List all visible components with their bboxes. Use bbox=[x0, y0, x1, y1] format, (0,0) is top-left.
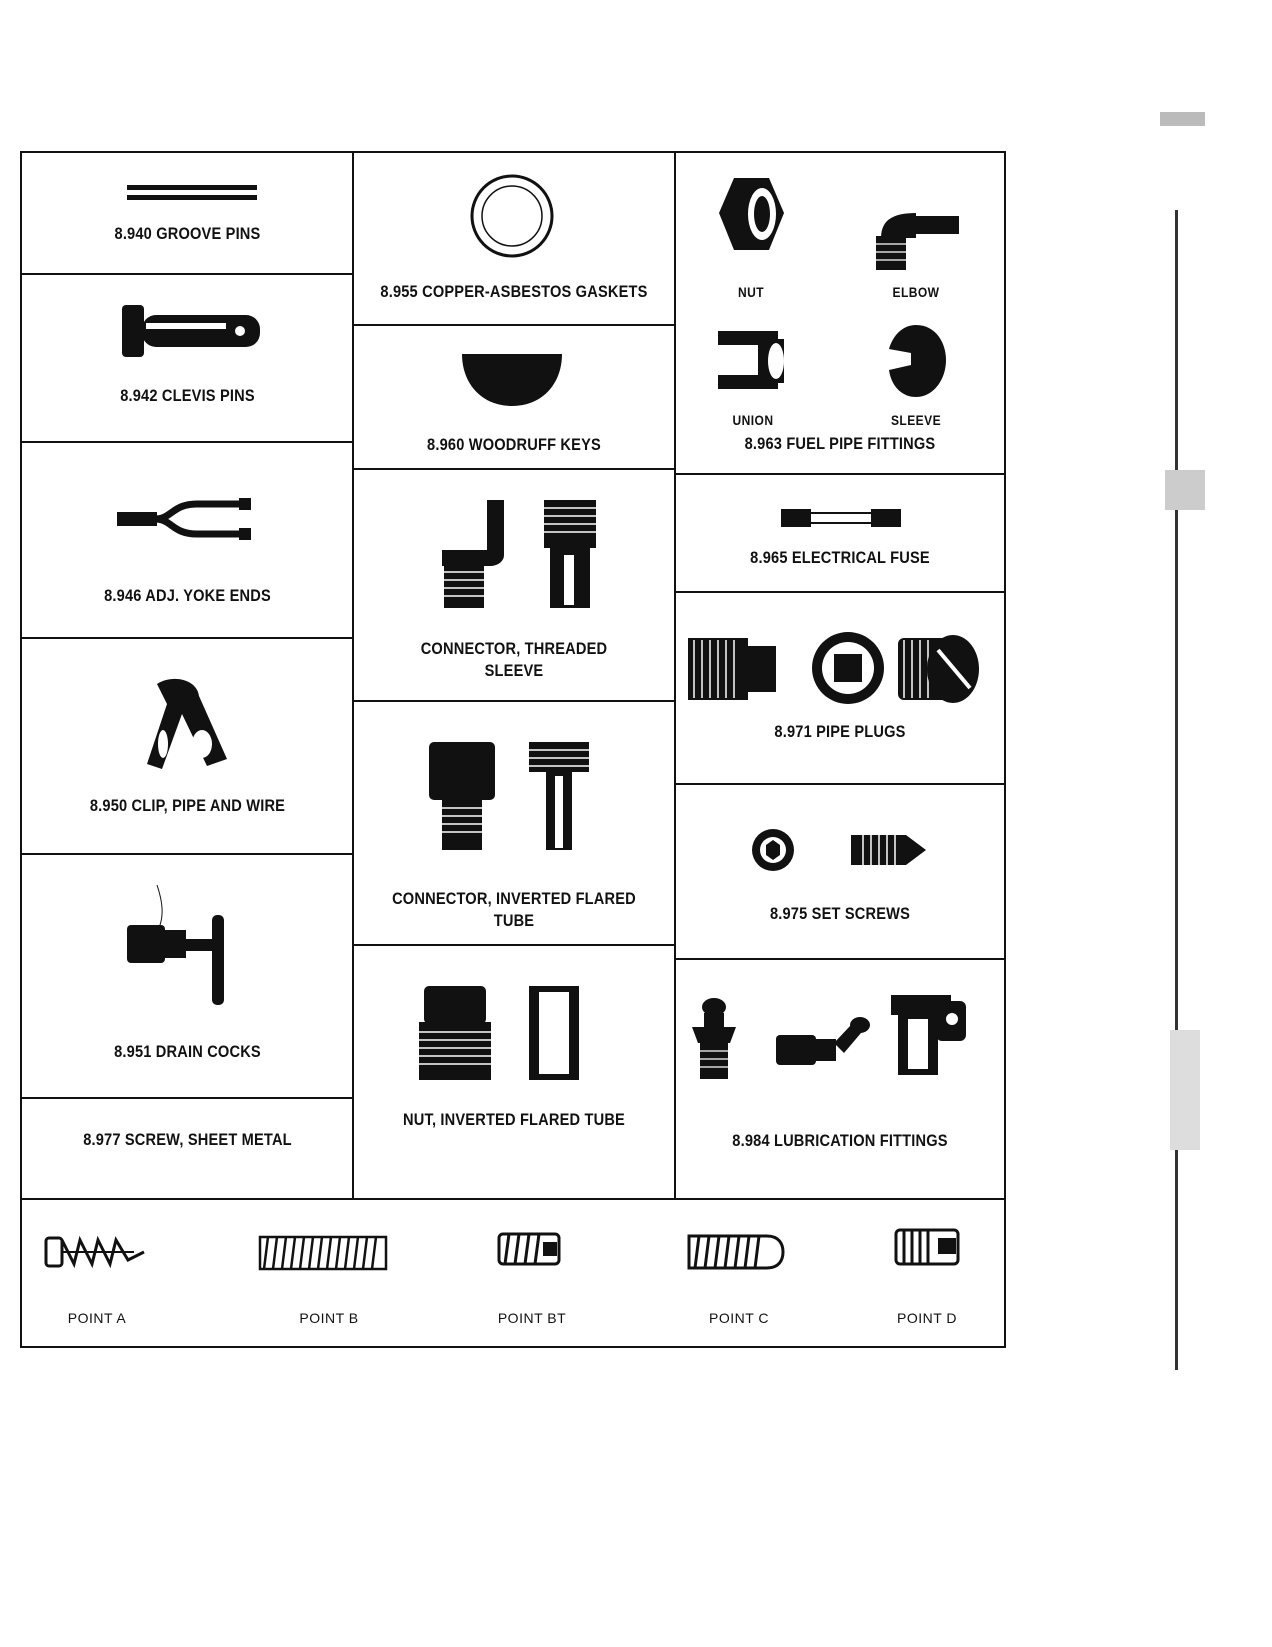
threaded-connector-icon bbox=[432, 500, 602, 610]
pipe-clip-icon bbox=[127, 674, 237, 774]
yoke-ends-label: 8.946 ADJ. YOKE ENDS bbox=[104, 586, 271, 605]
connector-threaded-sleeve-label-2: SLEEVE bbox=[484, 661, 544, 680]
drain-cocks-label: 8.951 DRAIN COCKS bbox=[114, 1042, 261, 1061]
nut-inverted-flared-label: NUT, INVERTED FLARED TUBE bbox=[403, 1110, 625, 1129]
point-c-label: POINT C bbox=[708, 1310, 770, 1326]
scan-edge-line bbox=[1175, 210, 1178, 1370]
electrical-fuse-label: 8.965 ELECTRICAL FUSE bbox=[750, 548, 930, 567]
inverted-flared-nut-icon bbox=[419, 986, 599, 1086]
clevis-pin-icon bbox=[122, 305, 262, 360]
cell-connector-threaded-sleeve bbox=[354, 470, 674, 702]
cell-clip-pipe-wire bbox=[22, 639, 353, 855]
scan-speck bbox=[1170, 1030, 1200, 1150]
cell-nut-inverted-flared bbox=[354, 946, 674, 1158]
set-screws-label: 8.975 SET SCREWS bbox=[769, 904, 911, 923]
point-bt-label: POINT BT bbox=[497, 1310, 567, 1326]
fuel-nut-label: NUT bbox=[737, 284, 765, 300]
lubrication-fittings-label: 8.984 LUBRICATION FITTINGS bbox=[732, 1131, 948, 1150]
point-a-label: POINT A bbox=[67, 1310, 127, 1326]
groove-pin-icon bbox=[127, 183, 257, 205]
cell-drain-cocks bbox=[22, 855, 353, 1099]
clevis-pins-label: 8.942 CLEVIS PINS bbox=[120, 386, 255, 405]
fuel-pipe-fittings-label: 8.963 FUEL PIPE FITTINGS bbox=[744, 434, 936, 453]
cell-woodruff-keys bbox=[354, 326, 674, 470]
pipe-plug-icon bbox=[688, 628, 988, 708]
cell-lubrication-fittings bbox=[676, 960, 1004, 1198]
pipe-plugs-label: 8.971 PIPE PLUGS bbox=[774, 722, 906, 741]
fuel-sleeve-label: SLEEVE bbox=[890, 412, 942, 428]
scan-speck bbox=[1165, 470, 1205, 510]
cell-gaskets bbox=[354, 153, 674, 326]
point-d-label: POINT D bbox=[896, 1310, 958, 1326]
drain-cock-icon bbox=[122, 885, 237, 1005]
gaskets-label: 8.955 COPPER-ASBESTOS GASKETS bbox=[380, 282, 648, 301]
cell-connector-inverted-flared bbox=[354, 702, 674, 946]
lubrication-fitting-icon bbox=[686, 995, 986, 1095]
point-d-screw-icon bbox=[894, 1226, 964, 1270]
cell-yoke-ends bbox=[22, 443, 353, 639]
cell-fuel-pipe-fittings bbox=[676, 153, 1004, 475]
electrical-fuse-icon bbox=[781, 507, 901, 529]
cell-screw-sheet-metal bbox=[22, 1101, 353, 1198]
clip-pipe-wire-label: 8.950 CLIP, PIPE AND WIRE bbox=[89, 796, 286, 815]
fuel-elbow-icon bbox=[871, 178, 961, 273]
set-screw-icon bbox=[751, 825, 931, 875]
fuel-union-label: UNION bbox=[732, 412, 774, 428]
point-b-screw-icon bbox=[259, 1234, 389, 1272]
woodruff-keys-label: 8.960 WOODRUFF KEYS bbox=[427, 435, 601, 454]
scan-speck bbox=[1160, 112, 1205, 126]
cell-set-screws bbox=[676, 785, 1004, 960]
cell-electrical-fuse bbox=[676, 475, 1004, 593]
cell-screw-points bbox=[22, 1200, 1004, 1346]
yoke-end-icon bbox=[117, 498, 267, 543]
woodruff-key-icon bbox=[462, 354, 562, 409]
fuel-sleeve-icon bbox=[881, 325, 951, 400]
fuel-nut-icon bbox=[714, 178, 784, 253]
point-c-screw-icon bbox=[687, 1230, 787, 1274]
screw-sheet-metal-label: 8.977 SCREW, SHEET METAL bbox=[83, 1130, 292, 1149]
point-bt-screw-icon bbox=[497, 1230, 567, 1270]
connector-inverted-flared-label: CONNECTOR, INVERTED FLARED TUBE bbox=[392, 889, 636, 930]
groove-pins-label: 8.940 GROOVE PINS bbox=[114, 224, 261, 243]
cell-groove-pins bbox=[22, 153, 353, 275]
fuel-union-icon bbox=[718, 331, 798, 391]
gasket-icon bbox=[467, 171, 557, 261]
point-b-label: POINT B bbox=[299, 1310, 359, 1326]
connector-threaded-sleeve-label-1: CONNECTOR, THREADED bbox=[420, 639, 608, 658]
cell-pipe-plugs bbox=[676, 593, 1004, 785]
cell-clevis-pins bbox=[22, 275, 353, 443]
parts-catalog-sheet bbox=[20, 151, 1006, 1348]
inverted-flared-connector-icon bbox=[424, 742, 594, 852]
fuel-elbow-label: ELBOW bbox=[892, 284, 940, 300]
point-a-screw-icon bbox=[44, 1232, 154, 1272]
